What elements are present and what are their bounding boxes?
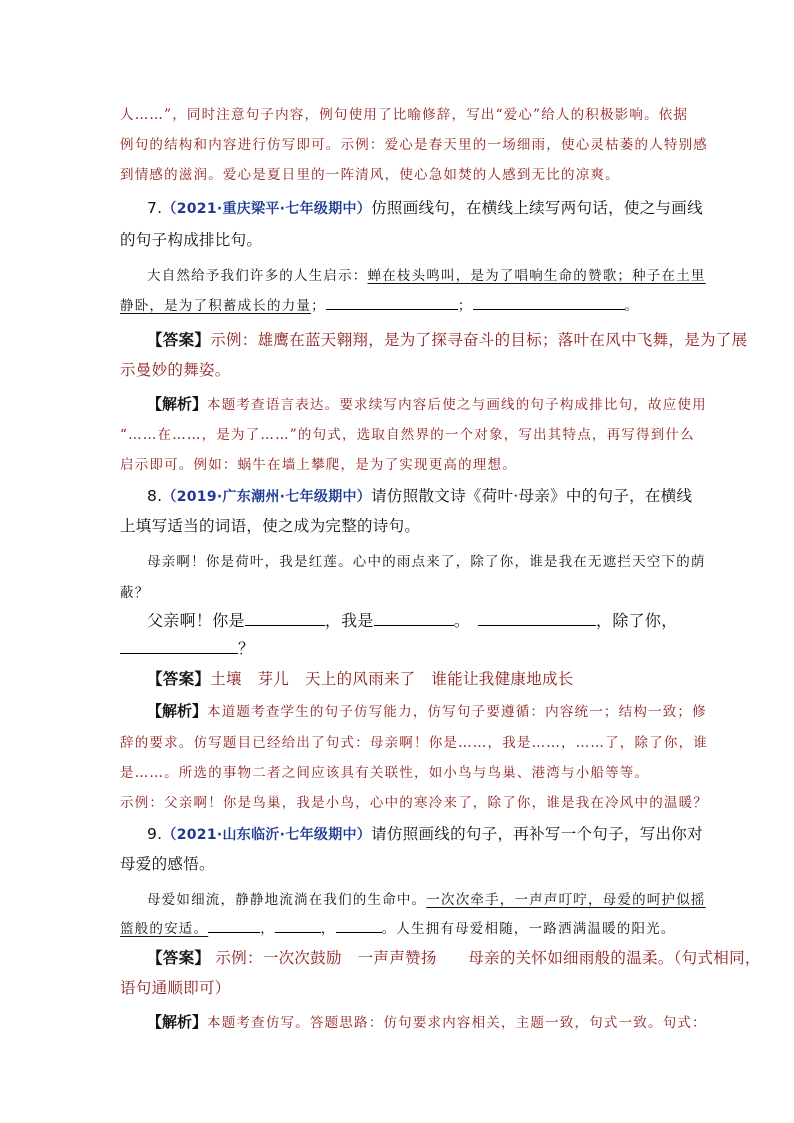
quote-text: ； (457, 298, 473, 314)
answer-text: 土壤 芽儿 天上的风雨来了 谁能让我健康地成长 (210, 670, 574, 688)
quote-text: 。 (624, 298, 640, 314)
question-text: 上填写适当的词语，使之成为完整的诗句。 (120, 517, 421, 535)
quote-text: 母爱如细流，静静地流淌在我们的生命中。 (147, 892, 427, 908)
question-text: 仿照画线句，在横线上续写两句话，使之与画线 (371, 199, 703, 217)
question-7-prompt (147, 196, 703, 218)
analysis-label: 【解析】 (147, 395, 208, 413)
fill-blank[interactable] (473, 295, 625, 310)
quote-text: 。人生拥有母爱相随，一路洒满温暖的阳光。 (381, 921, 676, 937)
fill-text: ，我是 (324, 611, 374, 630)
question-8-prompt (147, 484, 692, 506)
fill-blank[interactable] (275, 918, 321, 933)
analysis-line (147, 1011, 707, 1032)
underlined-sentence: 篮般的安适。 (120, 921, 209, 937)
question-number: 7. (147, 199, 163, 217)
analysis-text: 示例：父亲啊！你是鸟巢，我是小鸟，心中的寒冷来了，除了你，谁是我在冷风中的温暖？ (120, 795, 708, 811)
question-source: （2021·重庆梁平·七年级期中） (162, 201, 372, 217)
quote-text: ， (320, 921, 336, 937)
analysis-text: 辞的要求。仿写题目已经给出了句式：母亲啊！你是……，我是……，……了，除了你，谁 (120, 735, 708, 751)
fill-blank[interactable] (478, 611, 596, 626)
question-text: 请仿照画线的句子，再补写一个句子，写出你对 (371, 825, 703, 843)
quote-text: ， (260, 921, 275, 937)
question-source: （2021·山东临沂·七年级期中） (162, 827, 372, 843)
answer-label: 【答案】 (147, 949, 211, 967)
analysis-label: 【解析】 (147, 1013, 208, 1031)
answer-text: 示曼妙的舞姿。 (120, 361, 231, 379)
quote-text: ； (311, 298, 326, 314)
analysis-line (147, 700, 707, 721)
question-text: 请仿照散文诗《荷叶·母亲》中的句子，在横线 (371, 487, 693, 505)
underlined-sentence: 静卧，是为了积蓄成长的力量 (120, 298, 312, 314)
fill-blank[interactable] (245, 611, 325, 626)
answer-text: 示例：雄鹰在蓝天翱翔，是为了探寻奋斗的目标；落叶在风中飞舞，是为了展 (210, 331, 748, 349)
answer-text: 语句通顺即可） (120, 979, 231, 997)
underlined-sentence: 一次次牵手，一声声叮咛，母爱的呵护似摇 (426, 892, 706, 908)
quote-text: 大自然给予我们许多的人生启示： (147, 268, 368, 284)
fill-blank[interactable] (374, 611, 454, 626)
question-text: 母爱的感悟。 (120, 855, 215, 873)
fill-text: ，除了你， (596, 611, 678, 630)
explanation-line: 人……”，同时注意句子内容，例句使用了比喻修辞，写出“爱心”给人的积极影响。依据 (120, 107, 689, 123)
analysis-text: 是……。所选的事物二者之间应该具有关联性，如小鸟与鸟巢、港湾与小船等等。 (120, 765, 650, 781)
question-source: （2019·广东潮州·七年级期中） (162, 489, 372, 505)
quote-line (120, 294, 639, 314)
fill-blank[interactable] (336, 918, 382, 933)
explanation-line: 例句的结构和内容进行仿写即可。示例：爱心是春天里的一场细雨，使心灵枯萎的人特别感 (120, 137, 708, 153)
question-9-prompt (147, 822, 703, 844)
answer-text: 示例：一次次鼓励 一声声赞扬 母亲的关怀如细雨般的温柔。（句式相同， (210, 949, 761, 967)
question-text: 的句子构成排比句。 (120, 231, 263, 249)
fill-blank[interactable] (120, 639, 238, 654)
fill-line (120, 636, 254, 659)
analysis-text: “……在……，是为了……”的句式，选取自然界的一个对象，写出其特点，再写得到什么 (120, 427, 695, 443)
quote-text: 母亲啊！你是荷叶，我是红莲。心中的雨点来了，除了你，谁是我在无遮拦天空下的荫 (147, 554, 706, 570)
answer-label: 【答案】 (147, 670, 211, 688)
answer-label: 【答案】 (147, 331, 211, 349)
quote-line (147, 888, 706, 908)
analysis-text: 启示即可。例如：蜗牛在墙上攀爬，是为了实现更高的理想。 (120, 457, 517, 473)
question-number: 9. (147, 825, 163, 843)
fill-blank[interactable] (326, 295, 458, 310)
question-number: 8. (147, 487, 163, 505)
fill-text: 父亲啊！你是 (147, 611, 245, 630)
answer-line (147, 667, 574, 689)
fill-line (147, 608, 678, 631)
quote-line (147, 264, 706, 284)
analysis-line (147, 393, 707, 414)
analysis-text: 本道题考查学生的句子仿写能力，仿写句子要遵循：内容统一；结构一致；修 (207, 704, 707, 720)
answer-line (147, 946, 761, 968)
fill-text: 。 (453, 611, 471, 630)
underlined-sentence: 蝉在枝头鸣叫，是为了唱响生命的赞歌；种子在土里 (367, 268, 706, 284)
analysis-text: 本题考查仿写。答题思路：仿句要求内容相关，主题一致，句式一致。句式： (207, 1015, 707, 1031)
quote-text: 蔽？ (120, 585, 150, 601)
analysis-text: 本题考查语言表达。要求续写内容后使之与画线的句子构成排比句，故应使用 (207, 397, 707, 413)
quote-line (120, 917, 676, 937)
explanation-line: 到情感的滋润。爱心是夏日里的一阵清风，使心急如焚的人感到无比的凉爽。 (120, 167, 620, 183)
fill-blank[interactable] (208, 918, 260, 933)
fill-text: ？ (238, 639, 255, 658)
analysis-label: 【解析】 (147, 702, 208, 720)
answer-line (147, 328, 747, 350)
